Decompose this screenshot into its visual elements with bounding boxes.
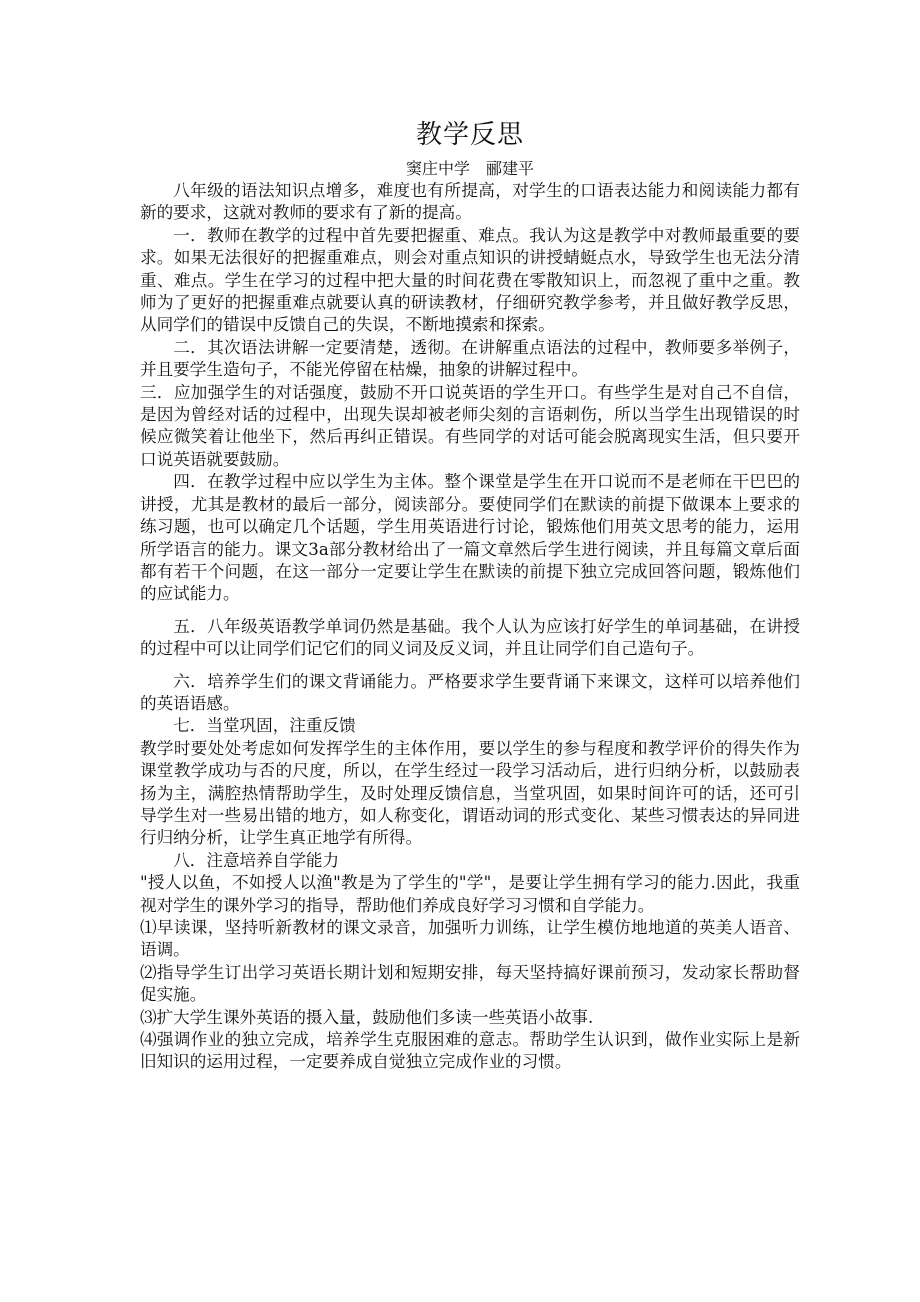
paragraph: 二．其次语法讲解一定要清楚，透彻。在讲解重点语法的过程中，教师要多举例子，并且要学生造句子，不能光停留在枯燥，抽象的讲解过程中。	[140, 337, 800, 380]
paragraph: 八．注意培养自学能力	[173, 850, 340, 870]
document-title: 教学反思	[415, 120, 524, 150]
paragraph: 七．当堂巩固，注重反馈	[173, 716, 356, 736]
document-body	[140, 180, 800, 1074]
paragraph: 六．培养学生们的课文背诵能力。严格要求学生要背诵下来课文，这样可以培养他们的英语语感。	[140, 671, 800, 713]
paragraph: 教学时要处处考虑如何发挥学生的主体作用，要以学生的参与程度和教学评价的得失作为课堂教学成功与否的尺度，所以，在学生经过一段学习活动后，进行归纳分析，以鼓励表扬为主，满腔热情帮助学生，及时处理反馈信息，当堂巩固，如果时间许可的话，还可引导学生对一些易出错的地方，如人称变化，谓语动词的形式变化、某些习惯表达的异同进行归纳分析，让学生真正地学有所得。	[140, 738, 800, 848]
paragraph: ⑷强调作业的独立完成，培养学生克服困难的意志。帮助学生认识到，做作业实际上是新旧知识的运用过程，一定要养成自觉独立完成作业的习惯。	[140, 1030, 800, 1072]
paragraph: 三．应加强学生的对话强度，鼓励不开口说英语的学生开口。有些学生是对自己不自信，是因为曾经对话的过程中，出现失误却被老师尖刻的言语刺伤，所以当学生出现错误的时候应微笑着让他坐下，然后再纠正错误。有些同学的对话可能会脱离现实生活，但只要开口说英语就要鼓励。	[140, 382, 800, 469]
document-page	[140, 118, 800, 1074]
paragraph: ⑶扩大学生课外英语的摄入量，鼓励他们多读一些英语小故事.	[140, 1007, 594, 1027]
document-author: 窦庄中学 郦建平	[405, 159, 534, 178]
paragraph: 四．在教学过程中应以学生为主体。整个课堂是学生在开口说而不是老师在干巴巴的讲授，尤其是教材的最后一部分，阅读部分。要使同学们在默读的前提下做课本上要求的练习题，也可以确定几个话题，学生用英语进行讨论，锻炼他们用英文思考的能力，运用所学语言的能力。课文3a部分教材给出了一篇文章然后学生进行阅读，并且每篇文章后面都有若干个问题，在这一部分一定要让学生在默读的前提下独立完成回答问题，锻炼他们的应试能力。	[140, 472, 800, 604]
paragraph: 一．教师在教学的过程中首先要把握重、难点。我认为这是教学中对教师最重要的要求。如果无法很好的把握重难点，则会对重点知识的讲授蜻蜓点水，导致学生也无法分清重、难点。学生在学习的过程中把大量的时间花费在零散知识上，而忽视了重中之重。教师为了更好的把握重难点就要认真的研读教材，仔细研究教学参考，并且做好教学反思，从同学们的错误中反馈自己的失误，不断地摸索和探索。	[140, 225, 800, 335]
paragraph: "授人以鱼，不如授人以渔"教是为了学生的"学"，是要让学生拥有学习的能力.因此，我重视对学生的课外学习的指导，帮助他们养成良好学习习惯和自学能力。	[140, 873, 800, 915]
paragraph: 八年级的语法知识点增多，难度也有所提高，对学生的口语表达能力和阅读能力都有新的要求，这就对教师的要求有了新的提高。	[140, 181, 800, 223]
paragraph: ⑴早读课，坚持听新教材的课文录音，加强听力训练，让学生模仿地地道的英美人语音、语调。	[140, 918, 800, 960]
paragraph: ⑵指导学生订出学习英语长期计划和短期安排，每天坚持搞好课前预习，发动家长帮助督促实施。	[140, 962, 800, 1005]
paragraph: 五．八年级英语教学单词仍然是基础。我个人认为应该打好学生的单词基础，在讲授的过程中可以让同学们记它们的同义词及反义词，并且让同学们自己造句子。	[140, 616, 800, 659]
